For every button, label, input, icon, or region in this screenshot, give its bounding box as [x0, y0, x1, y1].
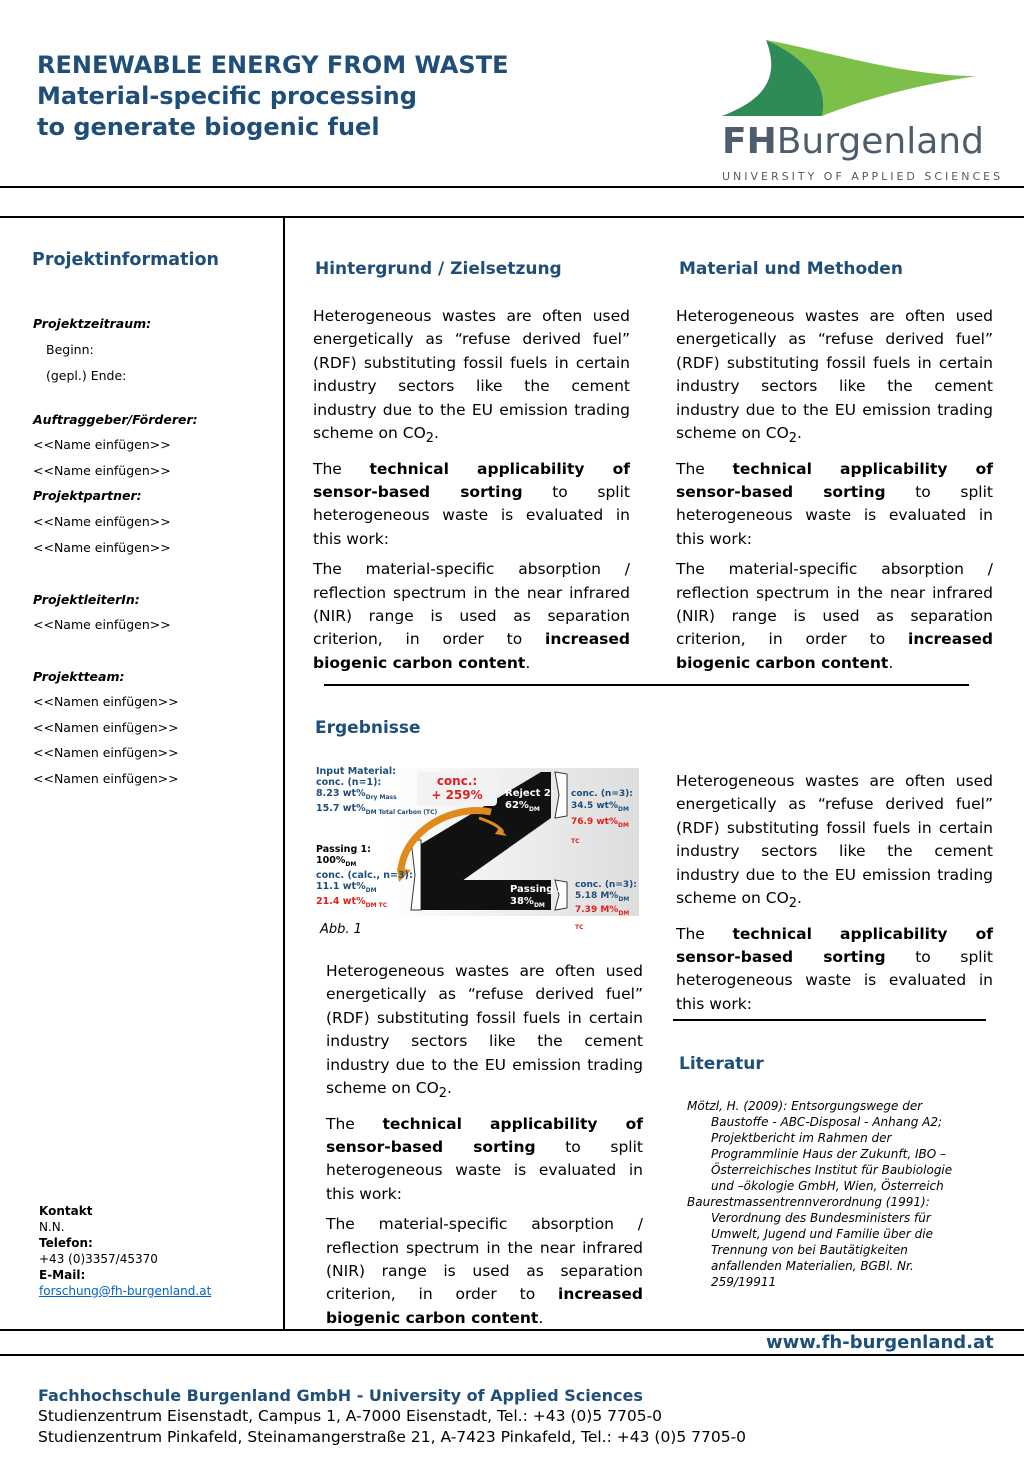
para-nir-bold: increased biogenic carbon content	[676, 630, 993, 672]
phone-value: +43 (0)3357/45370	[39, 1252, 158, 1266]
title-line-3: to generate biogenic fuel	[37, 113, 380, 141]
para-sorting-a: The	[676, 924, 733, 943]
para-sorting-c: to split heterogeneous waste is evaluated in this work:	[326, 1137, 643, 1203]
para-end: .	[447, 1079, 452, 1098]
para-sorting-c: to split heterogeneous waste is evaluated in this work:	[676, 482, 993, 548]
literature-entry: Baurestmassentrennverordnung (1991): Verordnung des Bundesministers für Umwelt, Jugend und Familie über die Trennung von bei Bautätigkeiten anfallenden Materialien, BGBl. Nr. 259/19911	[687, 1195, 933, 1289]
fig-passing1-sub: DM	[345, 860, 357, 868]
text-block-ergebnisse-right	[676, 770, 993, 1023]
fig-input-v1: 8.23 wt%	[316, 788, 366, 799]
sidebar-divider	[283, 216, 285, 1331]
co2-sub: 2	[788, 896, 797, 912]
para-sorting-bold: technical applicability of sensor-based sorting	[326, 1114, 643, 1156]
para-nir-a: The material-specific absorption / reflection spectrum in the near infrared (NIR) range is used as separation criterion, in order to	[676, 560, 993, 649]
fig-calc-v1-sub: DM	[365, 886, 377, 894]
label-projektteam: Projektteam:	[33, 669, 125, 684]
logo-wordmark	[722, 122, 984, 162]
para-sorting-bold: technical applicability of sensor-based sorting	[676, 924, 993, 966]
para-nir-a: The material-specific absorption / reflection spectrum in the near infrared (NIR) range is used as separation criterion, in order to	[313, 560, 630, 649]
label-ende: (gepl.) Ende:	[46, 368, 127, 383]
fig-pass2-v1-sub: DM	[618, 895, 630, 903]
fig-pass2-conc: conc. (n=3):	[575, 880, 637, 890]
footer-address-pinkafeld: Studienzentrum Pinkafeld, Steinamangerstraße 21, A-7423 Pinkafeld, Tel.: +43 (0)5 7705-0	[38, 1428, 747, 1446]
para-nir-c: .	[525, 653, 531, 672]
fig-reject2-val: 62%	[505, 800, 529, 811]
auftraggeber-item: <<Name einfügen>>	[33, 437, 171, 452]
sidebar-heading: Projektinformation	[32, 250, 219, 270]
figure-caption: Abb. 1	[320, 922, 362, 937]
section-divider-mid	[324, 684, 969, 686]
para-sorting-a: The	[326, 1114, 383, 1133]
para-nir-c: .	[538, 1308, 544, 1327]
footer-address-eisenstadt: Studienzentrum Eisenstadt, Campus 1, A-7000 Eisenstadt, Tel.: +43 (0)5 7705-0	[38, 1407, 663, 1425]
para-nir-bold: increased biogenic carbon content	[313, 630, 630, 672]
website-link[interactable]: www.fh-burgenland.at	[766, 1332, 994, 1353]
reject2-conc	[571, 788, 639, 847]
fig-input-v2-sub: DM Total Carbon (TC)	[365, 808, 438, 816]
fig-input-title: Input Material:	[316, 766, 396, 777]
literatur-divider	[673, 1019, 986, 1021]
fig-calc-v2-sub: DM TC	[365, 901, 388, 909]
text-block-hintergrund	[313, 305, 630, 682]
label-projektleiterin: ProjektleiterIn:	[33, 592, 140, 607]
co2-sub: 2	[788, 431, 797, 447]
para-rdf: Heterogeneous wastes are often used energetically as “refuse derived fuel” (RDF) substituting fossil fuels in certain industry sectors like the cement industry due to the EU emission trading scheme on CO	[326, 962, 643, 1098]
fig-pass2-v1: 5.18 M%	[575, 891, 619, 901]
fig-reject-v2: 76.9 wt%	[571, 816, 618, 827]
para-sorting-a: The	[313, 459, 370, 478]
para-nir-bold: increased biogenic carbon content	[326, 1285, 643, 1327]
para-end: .	[797, 889, 802, 908]
fig-pass2-v2-sub: DM TC	[575, 909, 630, 931]
label-auftraggeber: Auftraggeber/Förderer:	[33, 412, 198, 427]
para-sorting-bold: technical applicability of sensor-based sorting	[313, 459, 630, 501]
fig-reject2-sub: DM	[528, 806, 540, 813]
reject2-label	[505, 788, 555, 816]
fig-calc-conc: conc. (calc., n=3):	[316, 869, 413, 881]
text-block-ergebnisse	[326, 960, 643, 1337]
label-projektzeitraum: Projektzeitraum:	[33, 316, 152, 331]
fig-passing2: Passing 2	[510, 884, 564, 895]
fig-input-conc: conc. (n=1):	[316, 777, 382, 788]
title-line-2: Material-specific processing	[37, 82, 417, 110]
para-rdf: Heterogeneous wastes are often used energetically as “refuse derived fuel” (RDF) substituting fossil fuels in certain industry sectors like the cement industry due to the EU emission trading scheme on CO	[676, 772, 993, 908]
team-item: <<Namen einfügen>>	[33, 694, 179, 709]
logo-burgenland: Burgenland	[776, 121, 984, 162]
page-title	[37, 50, 508, 143]
partner-item: <<Name einfügen>>	[33, 514, 171, 529]
section-heading-ergebnisse: Ergebnisse	[315, 718, 421, 738]
fh-burgenland-logo	[712, 36, 1004, 188]
contact-label: Kontakt	[39, 1204, 93, 1218]
passing2-label	[510, 884, 564, 912]
partner-item: <<Name einfügen>>	[33, 540, 171, 555]
logo-fh: FH	[722, 121, 777, 162]
footer-divider	[0, 1354, 1024, 1356]
logo-tagline: UNIVERSITY OF APPLIED SCIENCES	[722, 170, 1004, 183]
team-item: <<Namen einfügen>>	[33, 771, 179, 786]
fig-reject-conc: conc. (n=3):	[571, 789, 633, 799]
fig-reject-v1: 34.5 wt%	[571, 801, 618, 811]
fig-input-v1-sub: Dry Mass	[365, 793, 397, 801]
passing1-label	[316, 844, 413, 911]
title-line-1: RENEWABLE ENERGY FROM WASTE	[37, 51, 509, 79]
fig-passing2-val: 38%	[510, 896, 534, 907]
literature-list	[687, 1098, 977, 1290]
fig-pass2-v2: 7.39 M%	[575, 904, 619, 915]
text-block-material	[676, 305, 993, 682]
footer-org: Fachhochschule Burgenland GmbH - University of Applied Sciences	[38, 1386, 643, 1405]
contact-name: N.N.	[39, 1220, 65, 1234]
fig-passing1-val: 100%	[316, 855, 346, 866]
para-nir-c: .	[888, 653, 894, 672]
para-sorting-c: to split heterogeneous waste is evaluated in this work:	[676, 947, 993, 1013]
fig-passing2-sub: DM	[533, 902, 545, 909]
contact-block	[39, 1203, 211, 1299]
phone-label: Telefon:	[39, 1236, 93, 1250]
section-heading-hintergrund: Hintergrund / Zielsetzung	[315, 259, 562, 279]
co2-sub: 2	[438, 1086, 447, 1102]
fig-reject-v2-sub: DM TC	[571, 821, 629, 845]
para-end: .	[434, 424, 439, 443]
team-item: <<Namen einfügen>>	[33, 720, 179, 735]
para-sorting-a: The	[676, 459, 733, 478]
fig-increase-label: conc.:	[436, 774, 478, 788]
logo-swoosh-icon	[712, 36, 984, 126]
section-heading-material: Material und Methoden	[679, 259, 903, 279]
co2-sub: 2	[425, 431, 434, 447]
para-sorting-bold: technical applicability of sensor-based sorting	[676, 459, 993, 501]
fig-reject2: Reject 2:	[505, 788, 555, 799]
literature-entry: Mötzl, H. (2009): Entsorgungswege der Baustoffe - ABC-Disposal - Anhang A2; Projektbericht im Rahmen der Programmlinie Haus der Zukunft, IBO – Österreichisches Institut für Baubiologie und –ökologie GmbH, Wien, Österreich	[687, 1099, 953, 1193]
para-rdf: Heterogeneous wastes are often used energetically as “refuse derived fuel” (RDF) substituting fossil fuels in certain industry sectors like the cement industry due to the EU emission trading scheme on CO	[313, 307, 630, 443]
leiter-item: <<Name einfügen>>	[33, 617, 171, 632]
para-nir-a: The material-specific absorption / reflection spectrum in the near infrared (NIR) range is used as separation criterion, in order to	[326, 1215, 643, 1304]
auftraggeber-item: <<Name einfügen>>	[33, 463, 171, 478]
label-beginn: Beginn:	[46, 342, 94, 357]
team-item: <<Namen einfügen>>	[33, 745, 179, 760]
passing2-conc	[575, 880, 639, 932]
fig-input-v2: 15.7 wt%	[316, 802, 366, 814]
fig-calc-v2: 21.4 wt%	[316, 895, 366, 907]
section-heading-literatur: Literatur	[679, 1054, 764, 1074]
fig-reject-v1-sub: DM	[617, 805, 629, 813]
para-rdf: Heterogeneous wastes are often used energetically as “refuse derived fuel” (RDF) substituting fossil fuels in certain industry sectors like the cement industry due to the EU emission trading scheme on CO	[676, 307, 993, 443]
fig-calc-v1: 11.1 wt%	[316, 880, 366, 892]
para-sorting-c: to split heterogeneous waste is evaluated in this work:	[313, 482, 630, 548]
label-projektpartner: Projektpartner:	[33, 488, 142, 503]
para-end: .	[797, 424, 802, 443]
fig-increase-value: + 259%	[431, 788, 483, 802]
email-label: E-Mail:	[39, 1268, 86, 1282]
fig-passing1: Passing 1:	[316, 844, 371, 855]
email-link[interactable]: forschung@fh-burgenland.at	[39, 1284, 212, 1298]
body-top-divider	[0, 216, 1024, 218]
increase-badge	[417, 772, 497, 806]
header-divider	[0, 186, 1024, 188]
